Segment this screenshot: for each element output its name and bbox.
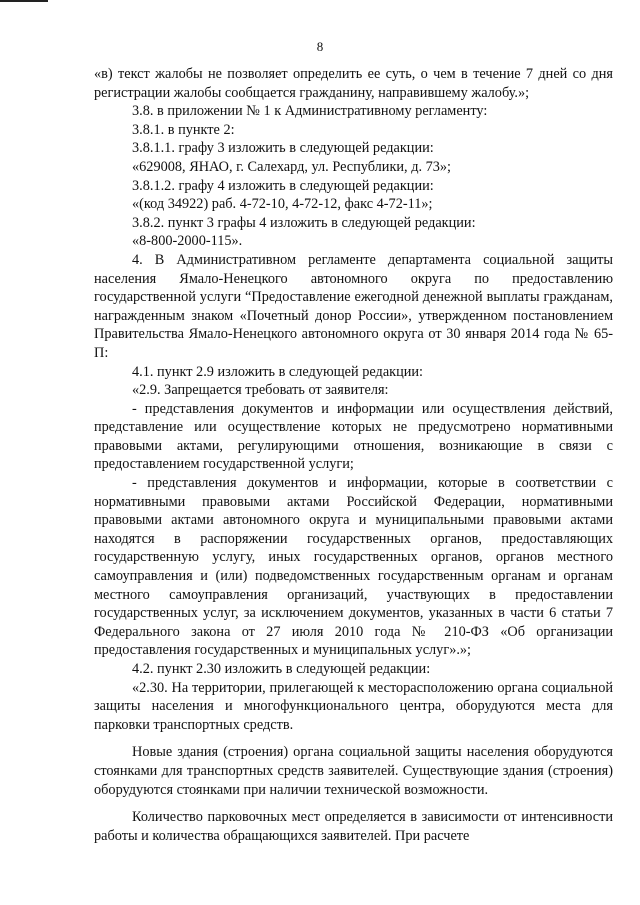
paragraph-3-8-1: 3.8.1. в пункте 2: (132, 121, 235, 138)
document-body (94, 65, 613, 845)
paragraph-3-8: 3.8. в приложении № 1 к Административному регламенту: (132, 103, 488, 120)
paragraph-new-buildings: Новые здания (строения) органа социальной защиты населения оборудуются стоянками для транспортных средств заявителей. Существующие здания (строения) оборудуются стоянками при наличии технической возможности. (94, 744, 613, 798)
scan-corner-mark (0, 0, 48, 2)
paragraph-3-8-1-2: 3.8.1.2. графу 4 изложить в следующей редакции: (132, 177, 434, 194)
paragraph-2-9: «2.9. Запрещается требовать от заявителя: (132, 382, 389, 399)
page-number: 8 (316, 39, 324, 54)
paragraph-4-1: 4.1. пункт 2.9 изложить в следующей редакции: (132, 363, 424, 380)
paragraph-4-2: 4.2. пункт 2.30 изложить в следующей редакции: (132, 661, 431, 677)
paragraph-3-8-2: 3.8.2. пункт 3 графы 4 изложить в следующей редакции: (132, 214, 476, 231)
paragraph-address: «629008, ЯНАО, г. Салехард, ул. Республики, д. 73»; (132, 158, 452, 175)
paragraph-hotline: «8-800-2000-115». (132, 233, 243, 250)
paragraph-4: 4. В Административном регламенте департамента социальной защиты населения Ямало-Ненецкого автономного округа по предоставлению государственной услуги “Предоставление ежегодной денежной выплаты гражданам, награжденным знаком «Почетный донор России», утвержденном постановлением Правительства Ямало-Ненецкого автономного округа от 30 января 2014 года № 65-П: (94, 251, 613, 361)
paragraph-bullet-1: - представления документов и информации или осуществления действий, представление или осуществление которых не предусмотрено нормативными правовыми актами, регулирующими отношения, возникающие в связи с предоставлением государственной услуги; (94, 400, 613, 473)
paragraph-phones: «(код 34922) раб. 4-72-10, 4-72-12, факс 4-72-11»; (132, 196, 433, 213)
paragraph-2-30: «2.30. На территории, прилегающей к месторасположению органа социальной защиты населения и многофункционального центра, оборудуются места для парковки транспортных средств. (94, 679, 613, 733)
paragraph-bullet-2: - представления документов и информации, которые в соответствии с нормативными правовыми актами Российской Федерации, нормативными правовыми актами автономного округа и муниципальными правовыми актами находятся в распоряжении государственных органов, предоставляющих государственную услугу, иных государственных органов, органов местного самоуправления и (или) подведомственных государственным органам и органам местного самоуправления организаций, участвующих в предоставлении государственных услуг, за исключением документов, указанных в части 6 статьи 7 Федерального закона от 27 июля 2010 года № 210-ФЗ «Об организации предоставления государственных и муниципальных услуг».»; (94, 475, 613, 659)
paragraph-parking-count: Количество парковочных мест определяется в зависимости от интенсивности работы и количества обращающихся заявителей. При расчете (94, 809, 613, 844)
paragraph-complaint-end: «в) текст жалобы не позволяет определить ее суть, о чем в течение 7 дней со дня регистрации жалобы сообщается гражданину, направившему жалобу.»; (94, 66, 613, 101)
paragraph-3-8-1-1: 3.8.1.1. графу 3 изложить в следующей редакции: (132, 140, 434, 157)
